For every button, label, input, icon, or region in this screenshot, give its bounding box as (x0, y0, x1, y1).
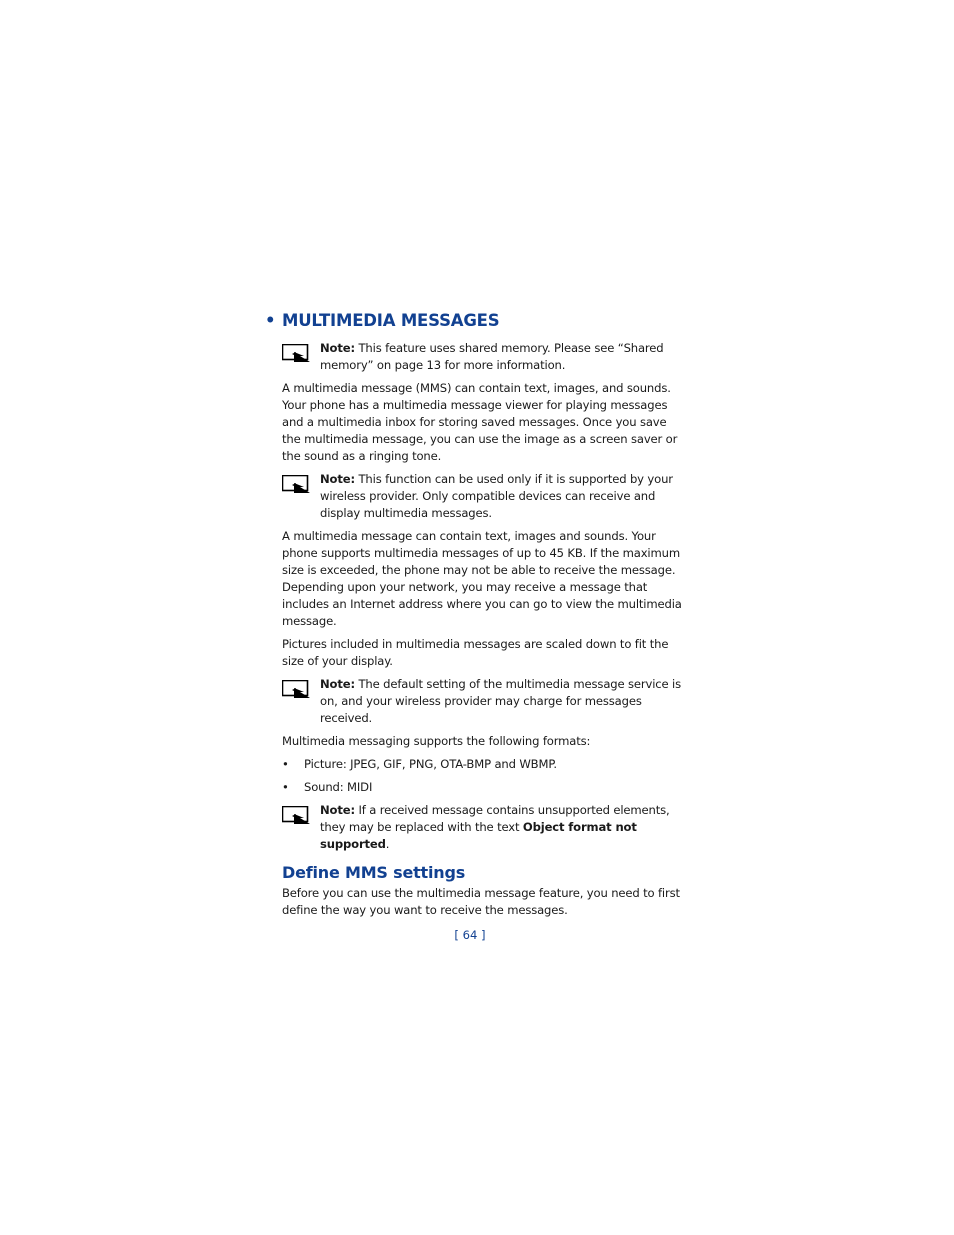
note-label: Note: (320, 472, 355, 486)
note-block (282, 802, 682, 853)
note-label: Note: (320, 803, 355, 817)
list-bullet: • (282, 780, 289, 794)
note-hand-icon (282, 680, 310, 698)
note-text: If a received message contains unsupported elements, they may be replaced with the text (320, 803, 670, 834)
body-paragraph: A multimedia message can contain text, images and sounds. Your phone supports multimedia messages of up to 45 KB. If the maximum size is exceeded, the phone may not be able to receive the message. Depending upon your network, you may receive a message that includes an Internet address where you can go to view the multimedia message. (282, 529, 682, 628)
note-text: This function can be used only if it is supported by your wireless provider. Only compatible devices can receive and display multimedia messages. (320, 472, 673, 520)
note-hand-icon (282, 475, 310, 493)
section-heading (265, 310, 682, 332)
list-item-text: Sound: MIDI (304, 780, 373, 794)
page-content (265, 310, 682, 925)
list-item-text: Picture: JPEG, GIF, PNG, OTA-BMP and WBMP. (304, 757, 557, 771)
note-label: Note: (320, 341, 355, 355)
list-item (282, 756, 682, 773)
note-hand-icon (282, 344, 310, 362)
section-bullet: • (265, 311, 276, 330)
note-text: The default setting of the multimedia message service is on, and your wireless provider may charge for messages received. (320, 677, 681, 725)
list-bullet: • (282, 757, 289, 771)
formats-list (282, 756, 682, 796)
note-block (282, 340, 682, 374)
note-block (282, 676, 682, 727)
body-paragraph: Multimedia messaging supports the following formats: (282, 734, 591, 748)
subsection-heading: Define MMS settings (282, 863, 466, 882)
body-paragraph: Pictures included in multimedia messages are scaled down to fit the size of your display. (282, 637, 669, 668)
subsection-paragraph: Before you can use the multimedia message feature, you need to first define the way you want to receive the messages. (282, 886, 680, 917)
body-paragraph: A multimedia message (MMS) can contain text, images, and sounds. Your phone has a multimedia message viewer for playing messages and a multimedia inbox for storing saved messages. Once you save the multimedia message, you can use the image as a screen saver or the sound as a ringing tone. (282, 381, 678, 463)
note-text-end: . (385, 837, 390, 851)
note-block (282, 471, 682, 522)
list-item (282, 779, 682, 796)
note-emphasis: Object format not supported (320, 820, 637, 851)
section-title: MULTIMEDIA MESSAGES (282, 311, 500, 330)
note-text: This feature uses shared memory. Please see “Shared memory” on page 13 for more information. (320, 341, 664, 372)
note-label: Note: (320, 677, 355, 691)
page-number: [ 64 ] (454, 928, 486, 942)
note-hand-icon (282, 806, 310, 824)
